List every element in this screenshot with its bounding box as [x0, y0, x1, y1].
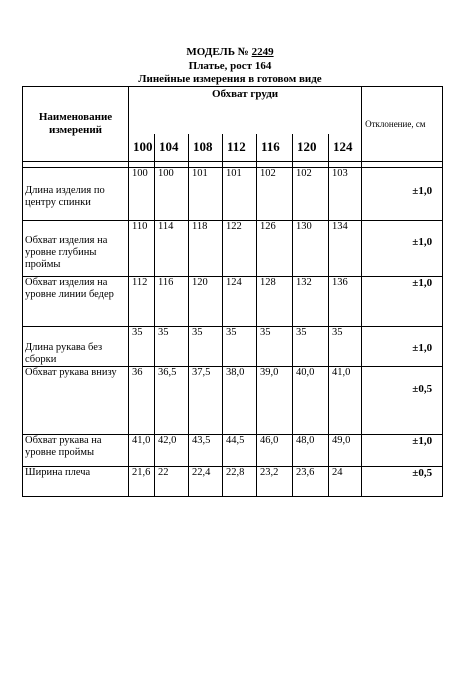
- value-cell: 35: [155, 327, 189, 367]
- value-cell: 35: [189, 327, 223, 367]
- table-row: [23, 367, 443, 435]
- value-cell: 102: [257, 168, 293, 221]
- value-cell: 102: [293, 168, 329, 221]
- value-cell: 44,5: [223, 435, 257, 467]
- value-cell: 38,0: [223, 367, 257, 435]
- model-number: 2249: [251, 46, 274, 58]
- size-header: 108: [189, 134, 223, 162]
- value-cell: 35: [223, 327, 257, 367]
- size-header: 100: [129, 134, 155, 162]
- model-title: [0, 46, 460, 59]
- value-cell: 116: [155, 277, 189, 327]
- value-cell: 42,0: [155, 435, 189, 467]
- value-cell: 23,6: [293, 467, 329, 497]
- value-cell: 114: [155, 221, 189, 277]
- value-cell: 101: [223, 168, 257, 221]
- measurement-name: Длина изделия по центру спинки: [23, 168, 129, 221]
- measurements-table: [22, 86, 443, 497]
- value-cell: 101: [189, 168, 223, 221]
- table-row: [23, 435, 443, 467]
- measurement-name: Обхват изделия на уровне линии бедер: [23, 277, 129, 327]
- value-cell: 22,8: [223, 467, 257, 497]
- deviation-column-header: Отклонение, см: [362, 87, 443, 162]
- value-cell: 134: [329, 221, 362, 277]
- value-cell: 21,6: [129, 467, 155, 497]
- size-header: 124: [329, 134, 362, 162]
- value-cell: 100: [129, 168, 155, 221]
- value-cell: 35: [257, 327, 293, 367]
- tolerance-cell: ±1,0: [362, 435, 443, 467]
- value-cell: 35: [329, 327, 362, 367]
- value-cell: 37,5: [189, 367, 223, 435]
- value-cell: 112: [129, 277, 155, 327]
- table-row: [23, 221, 443, 277]
- tolerance-cell: ±1,0: [362, 168, 443, 221]
- value-cell: 39,0: [257, 367, 293, 435]
- value-cell: 24: [329, 467, 362, 497]
- measurement-name: Длина рукава без сборки: [23, 327, 129, 367]
- value-cell: 22,4: [189, 467, 223, 497]
- value-cell: 126: [257, 221, 293, 277]
- value-cell: 36,5: [155, 367, 189, 435]
- table-row: [23, 467, 443, 497]
- table-row: [23, 277, 443, 327]
- name-column-header: Наименование измерений: [23, 87, 129, 162]
- size-header: 116: [257, 134, 293, 162]
- model-subtitle: Платье, рост 164: [188, 60, 272, 72]
- measurement-name: Ширина плеча: [23, 467, 129, 497]
- value-cell: 49,0: [329, 435, 362, 467]
- value-cell: 103: [329, 168, 362, 221]
- value-cell: 122: [223, 221, 257, 277]
- value-cell: 40,0: [293, 367, 329, 435]
- measurement-name: Обхват рукава внизу: [23, 367, 129, 435]
- value-cell: 48,0: [293, 435, 329, 467]
- value-cell: 43,5: [189, 435, 223, 467]
- tolerance-cell: ±1,0: [362, 277, 443, 327]
- size-header: 120: [293, 134, 329, 162]
- value-cell: 124: [223, 277, 257, 327]
- model-label: МОДЕЛЬ №: [186, 46, 249, 58]
- measurement-name: Обхват рукава на уровне проймы: [23, 435, 129, 467]
- tolerance-cell: ±1,0: [362, 327, 443, 367]
- value-cell: 130: [293, 221, 329, 277]
- chest-girth-header: Обхват груди: [129, 87, 362, 134]
- table-row: [23, 327, 443, 367]
- value-cell: 36: [129, 367, 155, 435]
- value-cell: 41,0: [329, 367, 362, 435]
- size-header: 112: [223, 134, 257, 162]
- table-caption: Линейные измерения в готовом виде: [138, 73, 322, 85]
- value-cell: 35: [293, 327, 329, 367]
- measurement-name: Обхват изделия на уровне глубины проймы: [23, 221, 129, 277]
- value-cell: 22: [155, 467, 189, 497]
- value-cell: 136: [329, 277, 362, 327]
- value-cell: 110: [129, 221, 155, 277]
- value-cell: 41,0: [129, 435, 155, 467]
- value-cell: 128: [257, 277, 293, 327]
- value-cell: 35: [129, 327, 155, 367]
- value-cell: 120: [189, 277, 223, 327]
- value-cell: 132: [293, 277, 329, 327]
- table-row: [23, 168, 443, 221]
- value-cell: 23,2: [257, 467, 293, 497]
- tolerance-cell: ±0,5: [362, 467, 443, 497]
- value-cell: 118: [189, 221, 223, 277]
- size-header: 104: [155, 134, 189, 162]
- tolerance-cell: ±1,0: [362, 221, 443, 277]
- value-cell: 100: [155, 168, 189, 221]
- tolerance-cell: ±0,5: [362, 367, 443, 435]
- value-cell: 46,0: [257, 435, 293, 467]
